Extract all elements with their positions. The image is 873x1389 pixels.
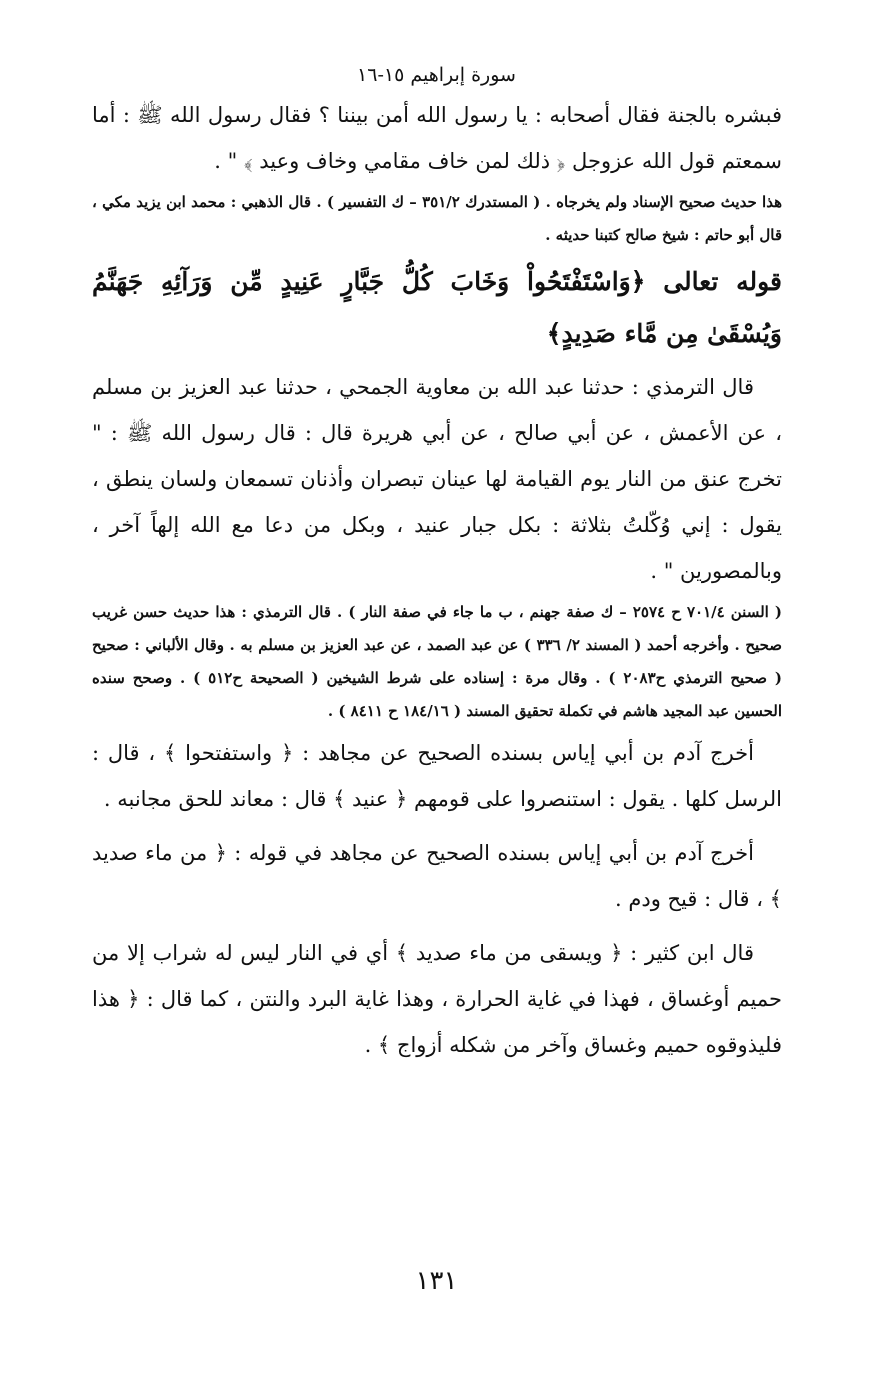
- paragraph-hadith-ending: فبشره بالجنة فقال أصحابه : يا رسول الله أمن بيننا ؟ فقال رسول الله ﷺ : أما سمعتم قول الله عزوجل ﴿ ذلك لمن خاف مقامي وخاف وعيد ﴾ " .: [92, 103, 782, 173]
- running-header: سورة إبراهيم ١٥-١٦: [357, 64, 516, 86]
- paragraph-mujahid-2: أخرج آدم بن أبي إياس بسنده الصحيح عن مجاهد في قوله : ﴿ من ماء صديد ﴾ ، قال : قيح ودم .: [92, 841, 782, 911]
- page-body: [92, 92, 782, 1068]
- footnote-mustadrak: هذا حديث صحيح الإسناد ولم يخرجاه . ( المستدرك ٣٥١/٢ – ك التفسير ) . قال الذهبي : محمد ابن يزيد مكي ، قال أبو حاتم : شيخ صالح كتبنا حديثه .: [92, 193, 782, 244]
- paragraph-ibn-kathir: قال ابن كثير : ﴿ ويسقى من ماء صديد ﴾ أي في النار ليس له شراب إلا من حميم أوغساق ، فهذا في غاية الحرارة ، وهذا غاية البرد والنتن ، كما قال : ﴿ هذا فليذوقوه حميم وغساق وآخر من شكله أزواج ﴾ .: [92, 941, 782, 1057]
- page-number: ١٣١: [415, 1266, 458, 1296]
- verse-heading: قوله تعالى ﴿وَاسْتَفْتَحُواْ وَخَابَ كُلُّ جَبَّارٍ عَنِيدٍ مِّن وَرَآئِهِ جَهَنَّمُ وَيُسْقَىٰ مِن مَّاء صَدِيدٍ﴾: [92, 267, 782, 348]
- paragraph-tirmidhi: قال الترمذي : حدثنا عبد الله بن معاوية الجمحي ، حدثنا عبد العزيز بن مسلم ، عن الأعمش ، عن أبي صالح ، عن أبي هريرة قال : قال رسول الله ﷺ : " تخرج عنق من النار يوم القيامة لها عينان تبصران وأذنان تسمعان ولسان ينطق ، يقول : إني وُكّلتُ بثلاثة : بكل جبار عنيد ، وبكل من دعا مع الله إلهاً آخر ، وبالمصورين " .: [92, 375, 782, 583]
- paragraph-mujahid-1: أخرج آدم بن أبي إياس بسنده الصحيح عن مجاهد : ﴿ واستفتحوا ﴾ ، قال : الرسل كلها . يقول : استنصروا على قومهم ﴿ عنيد ﴾ قال : معاند للحق مجانبه .: [92, 741, 782, 811]
- footnote-sunan: ( السنن ٧٠١/٤ ح ٢٥٧٤ – ك صفة جهنم ، ب ما جاء في صفة النار ) . قال الترمذي : هذا حديث حسن غريب صحيح . وأخرجه أحمد ( المسند ٢/ ٣٣٦ ) عن عبد الصمد ، عن عبد العزيز بن مسلم به . وقال الألباني : صحيح ( صحيح الترمذي ح٢٠٨٣ ) . وقال مرة : إسناده على شرط الشيخين ( الصحيحة ح٥١٢ ) . وصحح سنده الحسين عبد المجيد هاشم في تكملة تحقيق المسند ( ١٨٤/١٦ ح ٨٤١١ ) .: [92, 603, 783, 720]
